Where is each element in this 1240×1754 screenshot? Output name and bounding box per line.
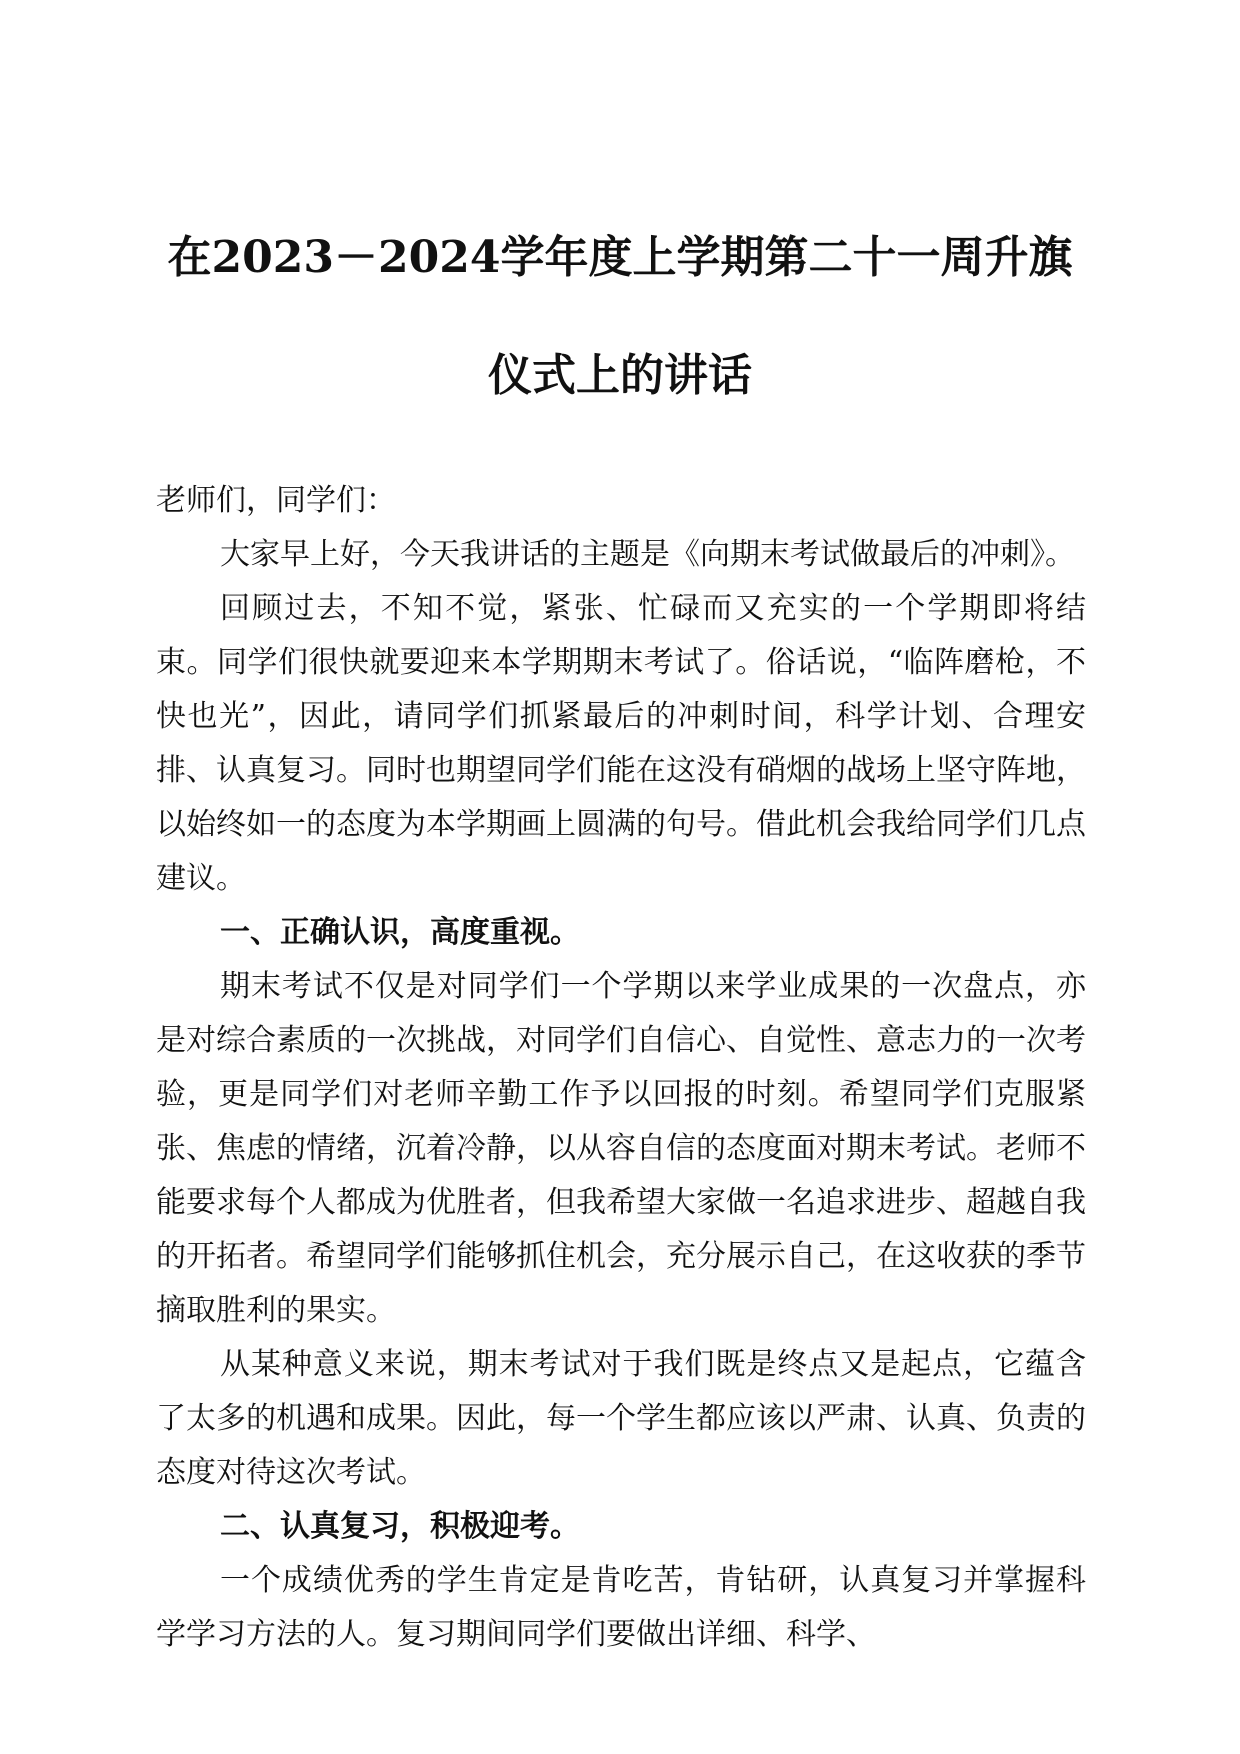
title-line-2: 仪式上的讲话	[488, 350, 752, 401]
speech-body	[156, 474, 1086, 1662]
paragraph-review: 回顾过去，不知不觉，紧张、忙碌而又充实的一个学期即将结束。同学们很快就要迎来本学期期末考试了。俗话说，“临阵磨枪，不快也光”，因此，请同学们抓紧最后的冲刺时间，科学计划、合理安排、认真复习。同时也期望同学们能在这没有硝烟的战场上坚守阵地，以始终如一的态度为本学期画上圆满的句号。借此机会我给同学们几点建议。	[156, 591, 1086, 896]
salutation: 老师们，同学们：	[156, 483, 396, 518]
section-2-heading: 二、认真复习，积极迎考。	[220, 1509, 580, 1544]
section-1-paragraph: 期末考试不仅是对同学们一个学期以来学业成果的一次盘点，亦是对综合素质的一次挑战，对同学们自信心、自觉性、意志力的一次考验，更是同学们对老师辛勤工作予以回报的时刻。希望同学们克服紧张、焦虑的情绪，沉着冷静，以从容自信的态度面对期末考试。老师不能要求每个人都成为优胜者，但我希望大家做一名追求进步、超越自我的开拓者。希望同学们能够抓住机会，充分展示自己，在这收获的季节摘取胜利的果实。	[156, 969, 1086, 1328]
title-line-1: 在2023－2024学年度上学期第二十一周升旗	[167, 232, 1073, 283]
section-1-paragraph: 从某种意义来说，期末考试对于我们既是终点又是起点，它蕴含了太多的机遇和成果。因此，每一个学生都应该以严肃、认真、负责的态度对待这次考试。	[156, 1347, 1086, 1490]
paragraph-greeting: 大家早上好，今天我讲话的主题是《向期末考试做最后的冲刺》。	[220, 537, 1075, 572]
section-1-heading: 一、正确认识，高度重视。	[220, 915, 580, 950]
section-2-paragraph: 一个成绩优秀的学生肯定是肯吃苦，肯钻研，认真复习并掌握科学学习方法的人。复习期间同学们要做出详细、科学、	[156, 1563, 1086, 1652]
